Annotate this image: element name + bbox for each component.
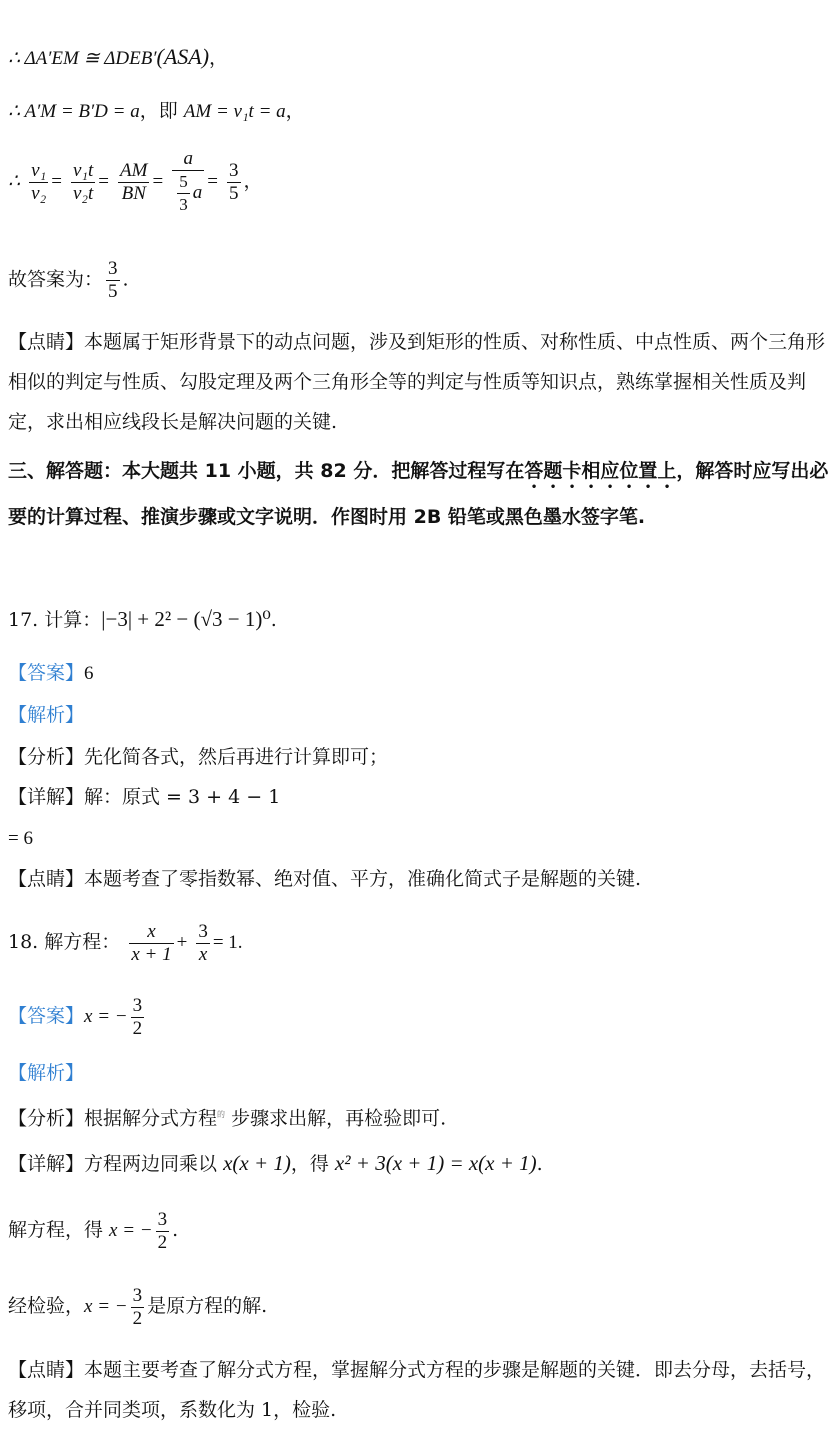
q18-detail [8, 1150, 543, 1177]
congruence-statement: ∴ ΔA′EM ≅ ΔDEB′ [8, 48, 157, 69]
check-label: 经检验， [8, 1295, 85, 1317]
question-label: 17. 计算： [8, 609, 102, 631]
fraction-3-over-x [196, 921, 210, 966]
proof-line-ratio: ∴ $\frac{\text{v₁}}{\text{v₂}}$ = $\frac{\text{v₁t}}{\text{v₂t}}$ = $\frac{AM}{BN}$ = a $\frac{5}{3}$ a = $\frac{3}{5}$ ， [8, 148, 263, 214]
numerator: x [129, 921, 173, 944]
proof-line-lengths [8, 98, 305, 125]
denominator: x [198, 943, 208, 965]
detail-connector: ，得 [290, 1153, 335, 1175]
denominator: 2 [132, 1307, 143, 1329]
q17-jiexi-tag: 【解析】 [8, 704, 85, 726]
inner-denominator: 3 [179, 195, 188, 214]
answer-label: 故答案为： [8, 268, 104, 291]
denominator: v₂t [72, 182, 94, 204]
denominator: x + 1 [131, 943, 172, 965]
denominator: 5 [229, 182, 239, 204]
q18-analysis [8, 1102, 446, 1131]
section-heading-part2: ，解答时应写出必要的计算过程、推演步骤或文字说明．作图时用 2B 铅笔或黑色墨水签字笔. [8, 460, 829, 528]
q17-result: = 6 [8, 828, 33, 849]
plus-sign: + [176, 932, 188, 953]
numerator: AM [120, 159, 148, 181]
therefore-symbol: ∴ [8, 171, 21, 192]
numerator: a [172, 148, 204, 171]
expanded-equation: x² + 3(x + 1) = x(x + 1) [334, 1151, 537, 1175]
solve-label: 解方程，得 [8, 1219, 110, 1241]
ratio-am-bn [118, 160, 149, 205]
solve-fraction [156, 1209, 170, 1254]
punct: . [270, 609, 277, 631]
length-equation: ∴ A′M = B′D = a [8, 101, 140, 122]
answer-line [8, 258, 129, 303]
q18-check [8, 1282, 267, 1331]
question-17 [8, 606, 277, 633]
dianjing-text: 本题考查了零指数幂、绝对值、平方，准确化简式子是解题的关键. [84, 868, 642, 890]
question-expression: |−3| + 2² − (√3 − 1)⁰ [101, 607, 271, 631]
q18-dianjing [8, 1350, 830, 1430]
analysis-tag: 【分析】 [8, 1107, 85, 1130]
numerator: 3 [132, 1284, 143, 1306]
punct: . [536, 1153, 543, 1175]
numerator: 3 [198, 920, 208, 942]
inner-numerator: 5 [177, 171, 190, 194]
denominator: 2 [132, 1017, 143, 1039]
question-label: 18. 解方程： [8, 931, 121, 953]
dianjing-tag: 【点睛】 [8, 868, 85, 890]
ratio-v1-v2 [29, 160, 48, 205]
dianjing-tag: 【点睛】 [8, 1359, 85, 1381]
detail-text: 方程两边同乘以 [84, 1153, 224, 1175]
numerator: 3 [108, 258, 118, 279]
punct: . [172, 1219, 179, 1241]
answer-tag: 【答案】 [8, 662, 85, 684]
ratio-3-5 [227, 160, 241, 205]
ratio-a-over-5-3-a [172, 148, 204, 216]
tiny-char: 的 [217, 1110, 226, 1119]
multiplier-expression: x(x + 1) [223, 1151, 291, 1175]
detail-tag: 【详解】 [8, 1153, 85, 1175]
q17-analysis [8, 744, 388, 770]
section-heading-emphasis: 答题卡相应位置上 [524, 460, 677, 482]
numerator: v₁ [31, 159, 47, 181]
analysis-text: 根据解分式方程 [84, 1107, 218, 1130]
answer-tag: 【答案】 [8, 1005, 85, 1027]
section-heading-part1: 三、解答题：本大题共 11 小题，共 82 分．把解答过程写在 [8, 460, 525, 482]
variable-a: a [192, 181, 203, 203]
denominator: v₂ [31, 182, 47, 204]
answer-value: 6 [84, 663, 94, 684]
punct: ， [285, 100, 305, 122]
analysis-tag: 【分析】 [8, 746, 85, 768]
denominator: 5 [108, 281, 118, 302]
denominator [172, 171, 204, 216]
denominator: BN [121, 182, 146, 204]
check-fraction [131, 1285, 145, 1330]
solve-lhs: x = − [109, 1220, 153, 1241]
question-18 [8, 914, 243, 971]
check-text: 是原方程的解. [147, 1295, 268, 1317]
equals-one: = 1. [212, 932, 243, 953]
q17-detail [8, 784, 280, 810]
q17-dianjing [8, 866, 641, 892]
denominator: 2 [157, 1231, 168, 1253]
fraction-x-over-x-plus-1 [129, 921, 173, 966]
answer-fraction [106, 258, 120, 303]
q18-solve [8, 1206, 178, 1255]
ratio-v1t-v2t [71, 160, 95, 205]
analysis-text-2: 步骤求出解，再检验即可. [231, 1107, 447, 1130]
proof-line-congruence [8, 44, 228, 72]
detail-text: 解：原式 = 3 + 4 − 1 [84, 786, 281, 808]
punct: ， [209, 47, 229, 69]
congruence-reason: (ASA) [156, 44, 210, 69]
motion-equation: AM = v₁t = a [183, 101, 286, 122]
section-heading [8, 448, 830, 540]
answer-fraction [131, 995, 145, 1040]
punct: ， [243, 170, 263, 192]
q17-answer [8, 660, 94, 687]
q18-answer [8, 992, 147, 1041]
dianjing-paragraph-1: 【点睛】本题属于矩形背景下的动点问题，涉及到矩形的性质、对称性质、中点性质、两个三角形相似的判定与性质、勾股定理及两个三角形全等的判定与性质等知识点，熟练掌握相关性质及判定，求出相应线段长是解决问题的关键. [8, 331, 826, 433]
check-lhs: x = − [84, 1296, 128, 1317]
numerator: 3 [132, 994, 143, 1016]
dianjing-text: 本题主要考查了解分式方程，掌握解分式方程的步骤是解题的关键．即去分母，去括号，移项，合并同类项，系数化为 1，检验. [8, 1359, 826, 1421]
analysis-text: 先化简各式，然后再进行计算即可； [84, 746, 389, 768]
connector-text: ，即 [139, 100, 184, 122]
answer-lhs: x = − [84, 1006, 128, 1027]
detail-tag: 【详解】 [8, 786, 85, 808]
q18-jiexi-tag: 【解析】 [8, 1062, 85, 1084]
numerator: 3 [157, 1208, 168, 1230]
punct: . [122, 268, 129, 291]
numerator: 3 [229, 159, 239, 181]
numerator: v₁t [72, 159, 94, 181]
